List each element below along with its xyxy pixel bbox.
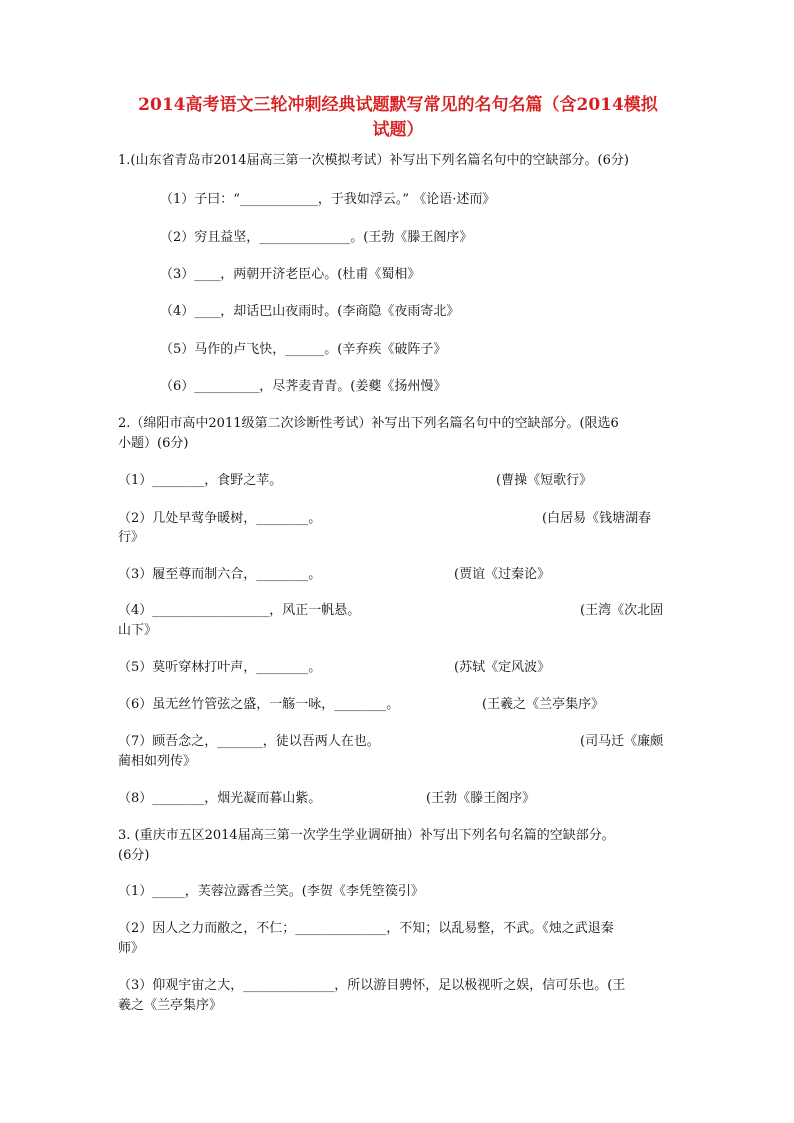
title-line-2: 试题） [372, 120, 424, 140]
q3-item-1: （1）_____，芙蓉泣露香兰笑。(李贺《李凭箜篌引》 [118, 884, 424, 899]
q2-item-3-source: (贾谊《过秦论》 [454, 567, 551, 582]
q3-item-3-cont: 羲之《兰亭集序》 [118, 998, 223, 1013]
q1-item-5: （5）马作的卢飞快，______。(辛弃疾《破阵子》 [160, 342, 447, 357]
q1-item-2: （2）穷且益坚，______________。(王勃《滕王阁序》 [160, 230, 473, 245]
q3-header-line-1: 3. (重庆市五区2014届高三第一次学生学业调研抽）补写出下列名句名篇的空缺部分。 [118, 828, 615, 843]
q2-item-8 [118, 788, 678, 810]
title-text [110, 93, 686, 143]
q2-item-4 [118, 600, 678, 622]
q2-item-2-text: （2）几处早莺争暖树，________。 [118, 511, 322, 526]
q2-item-6-text: （6）虽无丝竹管弦之盛，一觞一咏，________。 [118, 697, 400, 712]
title-line-1: 2014高考语文三轮冲刺经典试题默写常见的名句名篇（含2014模拟 [138, 95, 658, 115]
q2-item-5 [118, 657, 678, 679]
q2-item-8-source: (王勃《滕王阁序》 [426, 791, 536, 806]
q2-item-5-text: （5）莫听穿林打叶声，________。 [118, 660, 322, 675]
q1-item-3: （3）____，两朝开济老臣心。(杜甫《蜀相》 [160, 267, 421, 282]
q2-item-7-text: （7）顾吾念之，_______，徒以吾两人在也。 [118, 734, 380, 749]
q3-item-2: （2）因人之力而敝之，不仁；______________，不知；以乱易整，不武。《烛之武退秦 [118, 921, 614, 936]
q2-item-4-source: (王湾《次北固 [580, 603, 664, 618]
q2-item-8-text: （8）________，烟光凝而暮山紫。 [118, 791, 322, 806]
q2-item-5-source: (苏轼《定风波》 [454, 660, 551, 675]
q2-item-7 [118, 731, 678, 753]
q3-header-line-2: (6分) [118, 848, 150, 863]
q2-item-7-source: (司马迁《廉颇 [580, 734, 664, 749]
q2-item-6-source: (王羲之《兰亭集序》 [482, 697, 605, 712]
q2-item-1 [118, 470, 678, 492]
q2-item-1-source: (曹操《短歌行》 [496, 473, 593, 488]
q2-header-line-1: 2.（绵阳市高中2011级第二次诊断性考试）补写出下列名篇名句中的空缺部分。(限选6 [118, 416, 619, 431]
q2-item-4-cont: 山下》 [118, 623, 158, 638]
q2-item-6 [118, 694, 678, 716]
q2-item-2-source: (白居易《钱塘湖春 [542, 511, 652, 526]
q2-item-2-cont: 行》 [118, 530, 145, 545]
q2-item-7-cont: 蔺相如列传》 [118, 754, 197, 769]
q2-item-1-text: （1）________，食野之苹。 [118, 473, 283, 488]
q2-item-3-text: （3）履至尊而制六合，________。 [118, 567, 322, 582]
q3-item-3: （3）仰观宇宙之大，______________，所以游目骋怀，足以极视听之娱，信可乐也。(王 [118, 978, 626, 993]
q1-item-1: （1）子曰：“____________，于我如浮云。” 《论语·述而》 [160, 192, 496, 207]
q2-item-3 [118, 564, 678, 586]
q3-item-2-cont: 师》 [118, 941, 145, 956]
q2-item-4-text: （4）__________________，风正一帆悬。 [118, 603, 361, 618]
q2-header-line-2: 小题）(6分) [118, 436, 189, 451]
q1-item-6: （6）__________，尽荠麦青青。(姜夔《扬州慢》 [160, 379, 447, 394]
q1-header: 1.(山东省青岛市2014届高三第一次模拟考试）补写出下列名篇名句中的空缺部分。(6分) [118, 153, 629, 168]
q1-item-4: （4）____，却话巴山夜雨时。(李商隐《夜雨寄北》 [160, 304, 460, 319]
